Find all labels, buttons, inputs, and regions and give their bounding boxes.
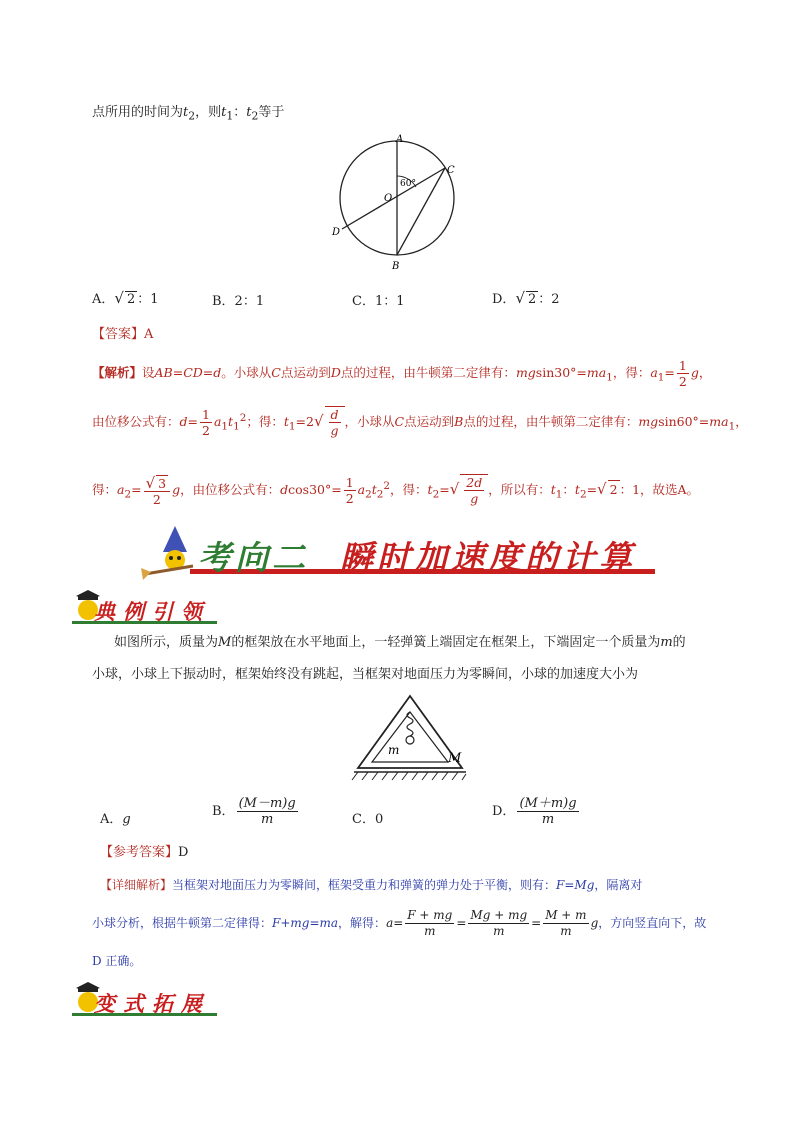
numerator: 1 xyxy=(202,407,210,422)
text: 设 xyxy=(142,365,155,380)
text: ，得： xyxy=(390,482,428,497)
text: 如图所示，质量为 xyxy=(114,635,219,650)
intro-t1: t xyxy=(221,105,227,120)
q1-option-a-label: A． xyxy=(92,292,115,307)
fraction xyxy=(517,796,578,827)
numerator: 3 xyxy=(158,475,167,491)
text: 的 xyxy=(672,635,686,650)
q2-option-c[interactable]: C．0 xyxy=(352,812,384,827)
label-angle: 60° xyxy=(400,179,416,189)
text: g xyxy=(172,482,181,497)
intro-t1-sub: 1 xyxy=(226,109,234,123)
banner-part2: 瞬时加速度的计算 xyxy=(339,538,636,577)
chord-CD xyxy=(342,168,445,229)
numerator: (M＋m)g xyxy=(519,796,577,811)
fraction xyxy=(329,407,341,438)
text: =2 xyxy=(295,414,314,429)
label-O: O xyxy=(384,193,393,204)
intro-t2-sub: 2 xyxy=(188,109,196,123)
text: F=Mg xyxy=(556,878,595,892)
text: AB=CD=d xyxy=(154,365,222,380)
fraction xyxy=(464,475,484,506)
text: ，方向竖直向下，故 xyxy=(598,916,707,930)
q1-option-c[interactable]: C．1：1 xyxy=(352,294,405,309)
intro-line xyxy=(92,104,284,126)
text: 点的过程，由牛顿第二定律有： xyxy=(463,414,639,429)
text: 小球分析，根据牛顿第二定律得： xyxy=(92,916,273,930)
circle-diagram xyxy=(330,132,470,272)
intro-t2b-sub: 2 xyxy=(251,109,259,123)
text: ，隔离对 xyxy=(594,878,643,892)
q2-line2: 小球，小球上下振动时，框架始终没有跳起，当框架对地面压力为零瞬间，小球的加速度大小为 xyxy=(92,667,639,682)
fraction xyxy=(468,908,529,939)
sqrt xyxy=(325,406,345,438)
denominator: 2 xyxy=(678,374,687,389)
text: 1 xyxy=(221,420,229,433)
text: d xyxy=(280,482,289,497)
intro-t2b: t xyxy=(246,105,252,120)
text: t xyxy=(283,414,289,429)
text: A． xyxy=(100,812,123,827)
text: 2 xyxy=(124,488,132,501)
text: t xyxy=(371,482,377,497)
text: = xyxy=(393,916,404,930)
text: a xyxy=(117,482,125,497)
denominator: 2 xyxy=(152,491,161,507)
text: sin30°= xyxy=(535,365,587,380)
text: t xyxy=(550,482,556,497)
frame-inner xyxy=(372,712,448,762)
text: 1 xyxy=(657,371,665,384)
section1-title: 典例引领 xyxy=(94,600,210,624)
q1-option-d-label: D． xyxy=(492,292,516,307)
text: mg xyxy=(515,365,536,380)
wizard-hat-icon xyxy=(163,526,187,552)
text: D． xyxy=(492,804,516,819)
denominator: 2 xyxy=(202,423,210,438)
banner-part1: 考向二 xyxy=(198,538,309,577)
q2-analysis-tag: 【详细解析】 xyxy=(100,878,173,892)
q1-option-a-rest: ：1 xyxy=(137,292,159,307)
text: ，得： xyxy=(612,365,651,380)
text: 1 xyxy=(606,371,613,384)
ground-hatching xyxy=(352,772,466,780)
text: 2 xyxy=(383,479,391,492)
denominator: g xyxy=(330,423,339,438)
q1-option-d[interactable]: D．√ 2 ：2 xyxy=(492,289,560,307)
ball-icon xyxy=(406,736,414,744)
fraction xyxy=(405,908,454,939)
frame-outer xyxy=(358,696,462,768)
text: g xyxy=(690,365,699,380)
text: 1 xyxy=(288,420,296,433)
numerator: Mg + mg xyxy=(470,908,528,922)
numerator: 1 xyxy=(678,358,687,373)
text: ， xyxy=(698,365,712,380)
text: 2 xyxy=(579,488,587,501)
frame-diagram xyxy=(350,692,470,782)
q2-analysis-line2: 小球分析，根据牛顿第二定律得：F+mg=ma，解得：a= $\frac{F + mg}{m}$ = $\frac{Mg + mg}{m}$ = $\frac{M + m}{m}$ g，方向竖直向下，故 xyxy=(92,908,707,938)
text: a xyxy=(386,916,394,930)
numerator: (M－m)g xyxy=(238,796,296,811)
q1-option-b[interactable]: B．2：1 xyxy=(212,294,265,309)
text: g xyxy=(590,916,599,930)
text: 2 xyxy=(432,488,440,501)
numerator: 1 xyxy=(345,475,354,490)
denominator: m xyxy=(541,812,555,827)
text: t xyxy=(574,482,580,497)
q2-option-a[interactable] xyxy=(100,808,131,827)
intro-text: 点所用的时间为 xyxy=(92,105,184,120)
q2-analysis-line3: D 正确。 xyxy=(92,954,142,968)
q2-answer xyxy=(100,844,188,862)
text: ，解得： xyxy=(338,916,387,930)
text: t xyxy=(228,414,234,429)
text: mg xyxy=(638,414,659,429)
q2-answer-value: D xyxy=(178,845,189,860)
text: a xyxy=(357,482,366,497)
text: F+mg=ma xyxy=(272,916,339,930)
label-C: C xyxy=(447,165,455,176)
text: ，所以有： xyxy=(488,482,551,497)
label-A: A xyxy=(396,134,404,145)
text: 2 xyxy=(239,411,247,424)
denominator: 2 xyxy=(345,491,354,506)
text: = xyxy=(187,414,199,429)
text: 2 xyxy=(376,488,384,501)
text: 由位移公式有： xyxy=(92,414,180,429)
text: ma xyxy=(709,414,729,429)
label-m: m xyxy=(388,743,400,757)
q2-analysis-line1 xyxy=(100,876,642,894)
text: 2 xyxy=(365,488,372,501)
text: 点运动到 xyxy=(404,414,455,429)
q2-line1 xyxy=(114,634,686,652)
numerator: 2d xyxy=(466,475,483,490)
text: 1 xyxy=(728,420,736,433)
text: sin60°= xyxy=(658,414,710,429)
text: 得： xyxy=(92,482,118,497)
q1-answer-value: A xyxy=(144,327,154,342)
q2-option-d[interactable] xyxy=(492,796,581,827)
denominator: m xyxy=(493,924,505,938)
text: = xyxy=(131,482,142,497)
text: a xyxy=(213,414,222,429)
label-M: M xyxy=(448,751,462,766)
q1-answer-tag: 【答案】 xyxy=(92,327,145,342)
fraction xyxy=(200,407,212,438)
q1-option-a[interactable]: A．√ 2 ：1 xyxy=(92,289,159,307)
q1-analysis-line3: 得：$a_2=$ $\frac{√ 3}{2}$ g，由位移公式有：dcos30°= $\frac{1}{2}$ $a_2t_2^2$，得：$t_2=√$ $\frac{2d}{g}$ ，所以有：$t_1$：$t_2=√$ 2 ：1，故选A。 xyxy=(92,473,700,507)
q1-analysis-line1 xyxy=(92,358,711,389)
text: 点运动到 xyxy=(280,365,331,380)
text: 。小球从 xyxy=(221,365,272,380)
text: C xyxy=(271,365,281,380)
text: B． xyxy=(212,804,235,819)
text: = xyxy=(664,365,675,380)
text: 2 xyxy=(609,482,618,497)
intro-t2: t xyxy=(183,105,189,120)
text: a xyxy=(650,365,658,380)
text: 点的过程，由牛顿第二定律有： xyxy=(340,365,516,380)
fraction xyxy=(677,358,689,389)
text: cos30°= xyxy=(288,482,342,497)
denominator: m xyxy=(424,924,436,938)
text: ：1，故选A。 xyxy=(619,482,700,497)
text: ， xyxy=(735,414,748,429)
q1-analysis-line2: 由位移公式有：d= $\frac{1}{2}$ $a_1t_1^2$；得：$t_1=2√$ $\frac{d}{g}$ ，小球从C点运动到B点的过程，由牛顿第二定律有：$mgsin60^\circ=ma_1$， xyxy=(92,407,748,438)
text: 当框架对地面压力为零瞬间，框架受重力和弹簧的弹力处于平衡，则有： xyxy=(172,878,557,892)
intro-colon: ： xyxy=(233,105,247,120)
q1-answer xyxy=(92,326,153,344)
banner-title xyxy=(198,532,636,579)
denominator: m xyxy=(560,924,572,938)
q1-analysis-tag: 【解析】 xyxy=(92,365,143,380)
q1-option-d-rest: ：2 xyxy=(538,292,560,307)
fraction xyxy=(237,796,298,827)
text: D xyxy=(330,365,341,380)
text: M xyxy=(218,635,232,650)
denominator: m xyxy=(260,812,274,827)
text: g xyxy=(122,812,131,827)
text: d xyxy=(179,414,188,429)
intro-text-mid: ，则 xyxy=(195,105,222,120)
numerator: d xyxy=(330,407,339,422)
text: t xyxy=(427,482,433,497)
text: B xyxy=(454,414,464,429)
label-B: B xyxy=(392,261,400,272)
text: 1 xyxy=(555,488,563,501)
q2-option-b[interactable] xyxy=(212,796,300,827)
text: ： xyxy=(562,482,575,497)
q2-answer-tag: 【参考答案】 xyxy=(100,845,179,860)
sqrt xyxy=(460,474,488,506)
fraction xyxy=(344,475,356,506)
fraction: $\frac{√ 3}{2}$ xyxy=(144,475,171,507)
text: m xyxy=(660,635,673,650)
text: ，小球从 xyxy=(344,414,395,429)
text: 1 xyxy=(233,420,240,433)
text: 的框架放在水平地面上，一轻弹簧上端固定在框架上，下端固定一个质量为 xyxy=(231,635,661,650)
intro-text-end: 等于 xyxy=(258,105,285,120)
label-D: D xyxy=(332,227,341,238)
text: ；得： xyxy=(246,414,284,429)
text: ，由位移公式有： xyxy=(180,482,281,497)
text: ma xyxy=(586,365,607,380)
q1-option-a-radicand: 2 xyxy=(126,292,136,307)
fraction xyxy=(543,908,588,939)
denominator: g xyxy=(470,491,479,506)
q1-option-d-radicand: 2 xyxy=(528,292,537,307)
text: = xyxy=(439,482,450,497)
text: = xyxy=(586,482,598,497)
numerator: M + m xyxy=(545,908,587,922)
text: C xyxy=(394,414,405,429)
section2-title: 变式拓展 xyxy=(94,992,210,1016)
numerator: F + mg xyxy=(407,908,453,922)
